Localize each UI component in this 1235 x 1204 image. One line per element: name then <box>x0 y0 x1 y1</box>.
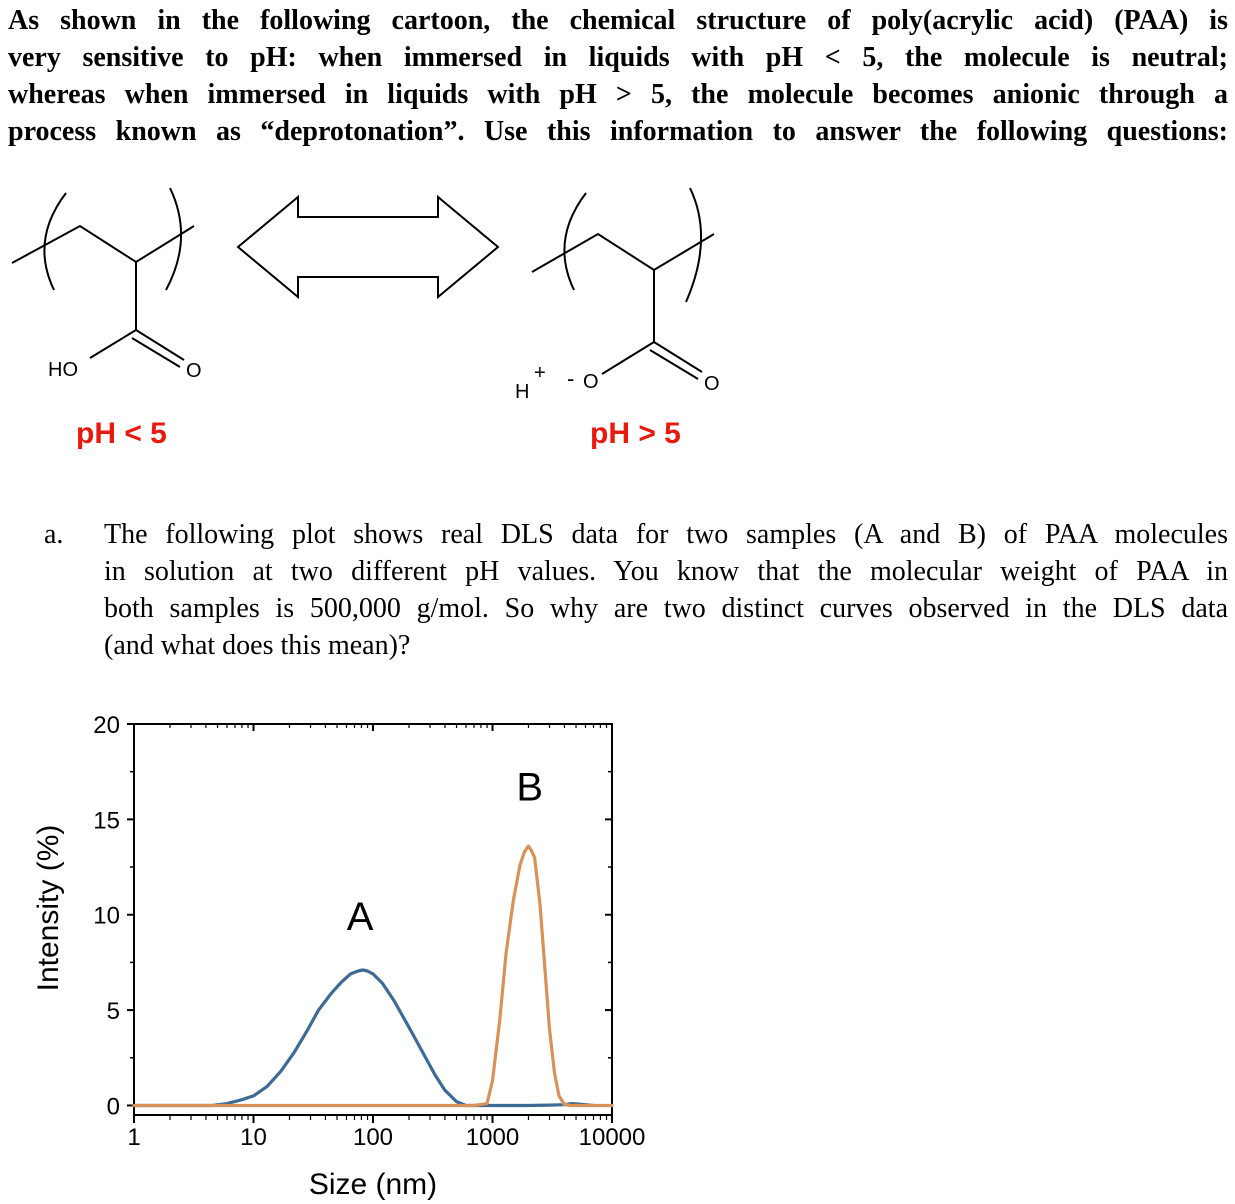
question-line: both samples is 500,000 g/mol. So why are two distinct curves observed in the DLS data <box>104 593 1228 624</box>
right-plus-label: + <box>534 362 546 384</box>
left-ho-label: HO <box>48 359 78 381</box>
y-tick-label: 15 <box>93 807 120 835</box>
question-line: The following plot shows real DLS data for two samples (A and B) of PAA molecules <box>104 519 1228 550</box>
right-h-label: H <box>515 381 530 403</box>
right-ph-caption: pH > 5 <box>590 417 681 450</box>
curve-annotations <box>347 765 543 939</box>
question-line: in solution at two different pH values. You know that the molecular weight of PAA in <box>104 556 1228 587</box>
right-o-anion-label: O <box>583 371 599 393</box>
x-tick-label: 10 <box>240 1124 267 1151</box>
intro-line: whereas when immersed in liquids with pH > 5, the molecule becomes anionic through a <box>8 79 1228 110</box>
curve-annotation-label: A <box>346 894 374 939</box>
right-minus-label: - <box>567 366 575 391</box>
series-line-0 <box>134 970 594 1106</box>
question-letter: a. <box>44 519 64 550</box>
x-tick-label: 10000 <box>578 1124 646 1151</box>
x-tick-label: 1 <box>127 1124 141 1151</box>
y-axis-label: Intensity (%) <box>32 824 65 992</box>
x-tick-label: 1000 <box>465 1124 520 1151</box>
intro-line: process known as “deprotonation”. Use this information to answer the following questions: <box>8 116 1228 147</box>
y-tick-label: 10 <box>93 902 120 930</box>
x-tick-label: 100 <box>352 1124 394 1151</box>
question-line: (and what does this mean)? <box>104 630 411 661</box>
left-ph-caption: pH < 5 <box>76 417 167 450</box>
y-tick-label: 20 <box>93 712 120 739</box>
intro-line: very sensitive to pH: when immersed in liquids with pH < 5, the molecule is neutral; <box>8 42 1228 73</box>
y-tick-label: 5 <box>106 998 120 1026</box>
left-o-label: O <box>186 360 202 382</box>
intro-line: As shown in the following cartoon, the chemical structure of poly(acrylic acid) (PAA) is <box>8 5 1228 36</box>
curve-annotation-label: B <box>516 765 544 810</box>
series-group <box>134 846 612 1105</box>
right-o-carbonyl-label: O <box>704 373 720 395</box>
x-axis-label: Size (nm) <box>308 1168 438 1201</box>
y-tick-label: 0 <box>106 1093 120 1121</box>
